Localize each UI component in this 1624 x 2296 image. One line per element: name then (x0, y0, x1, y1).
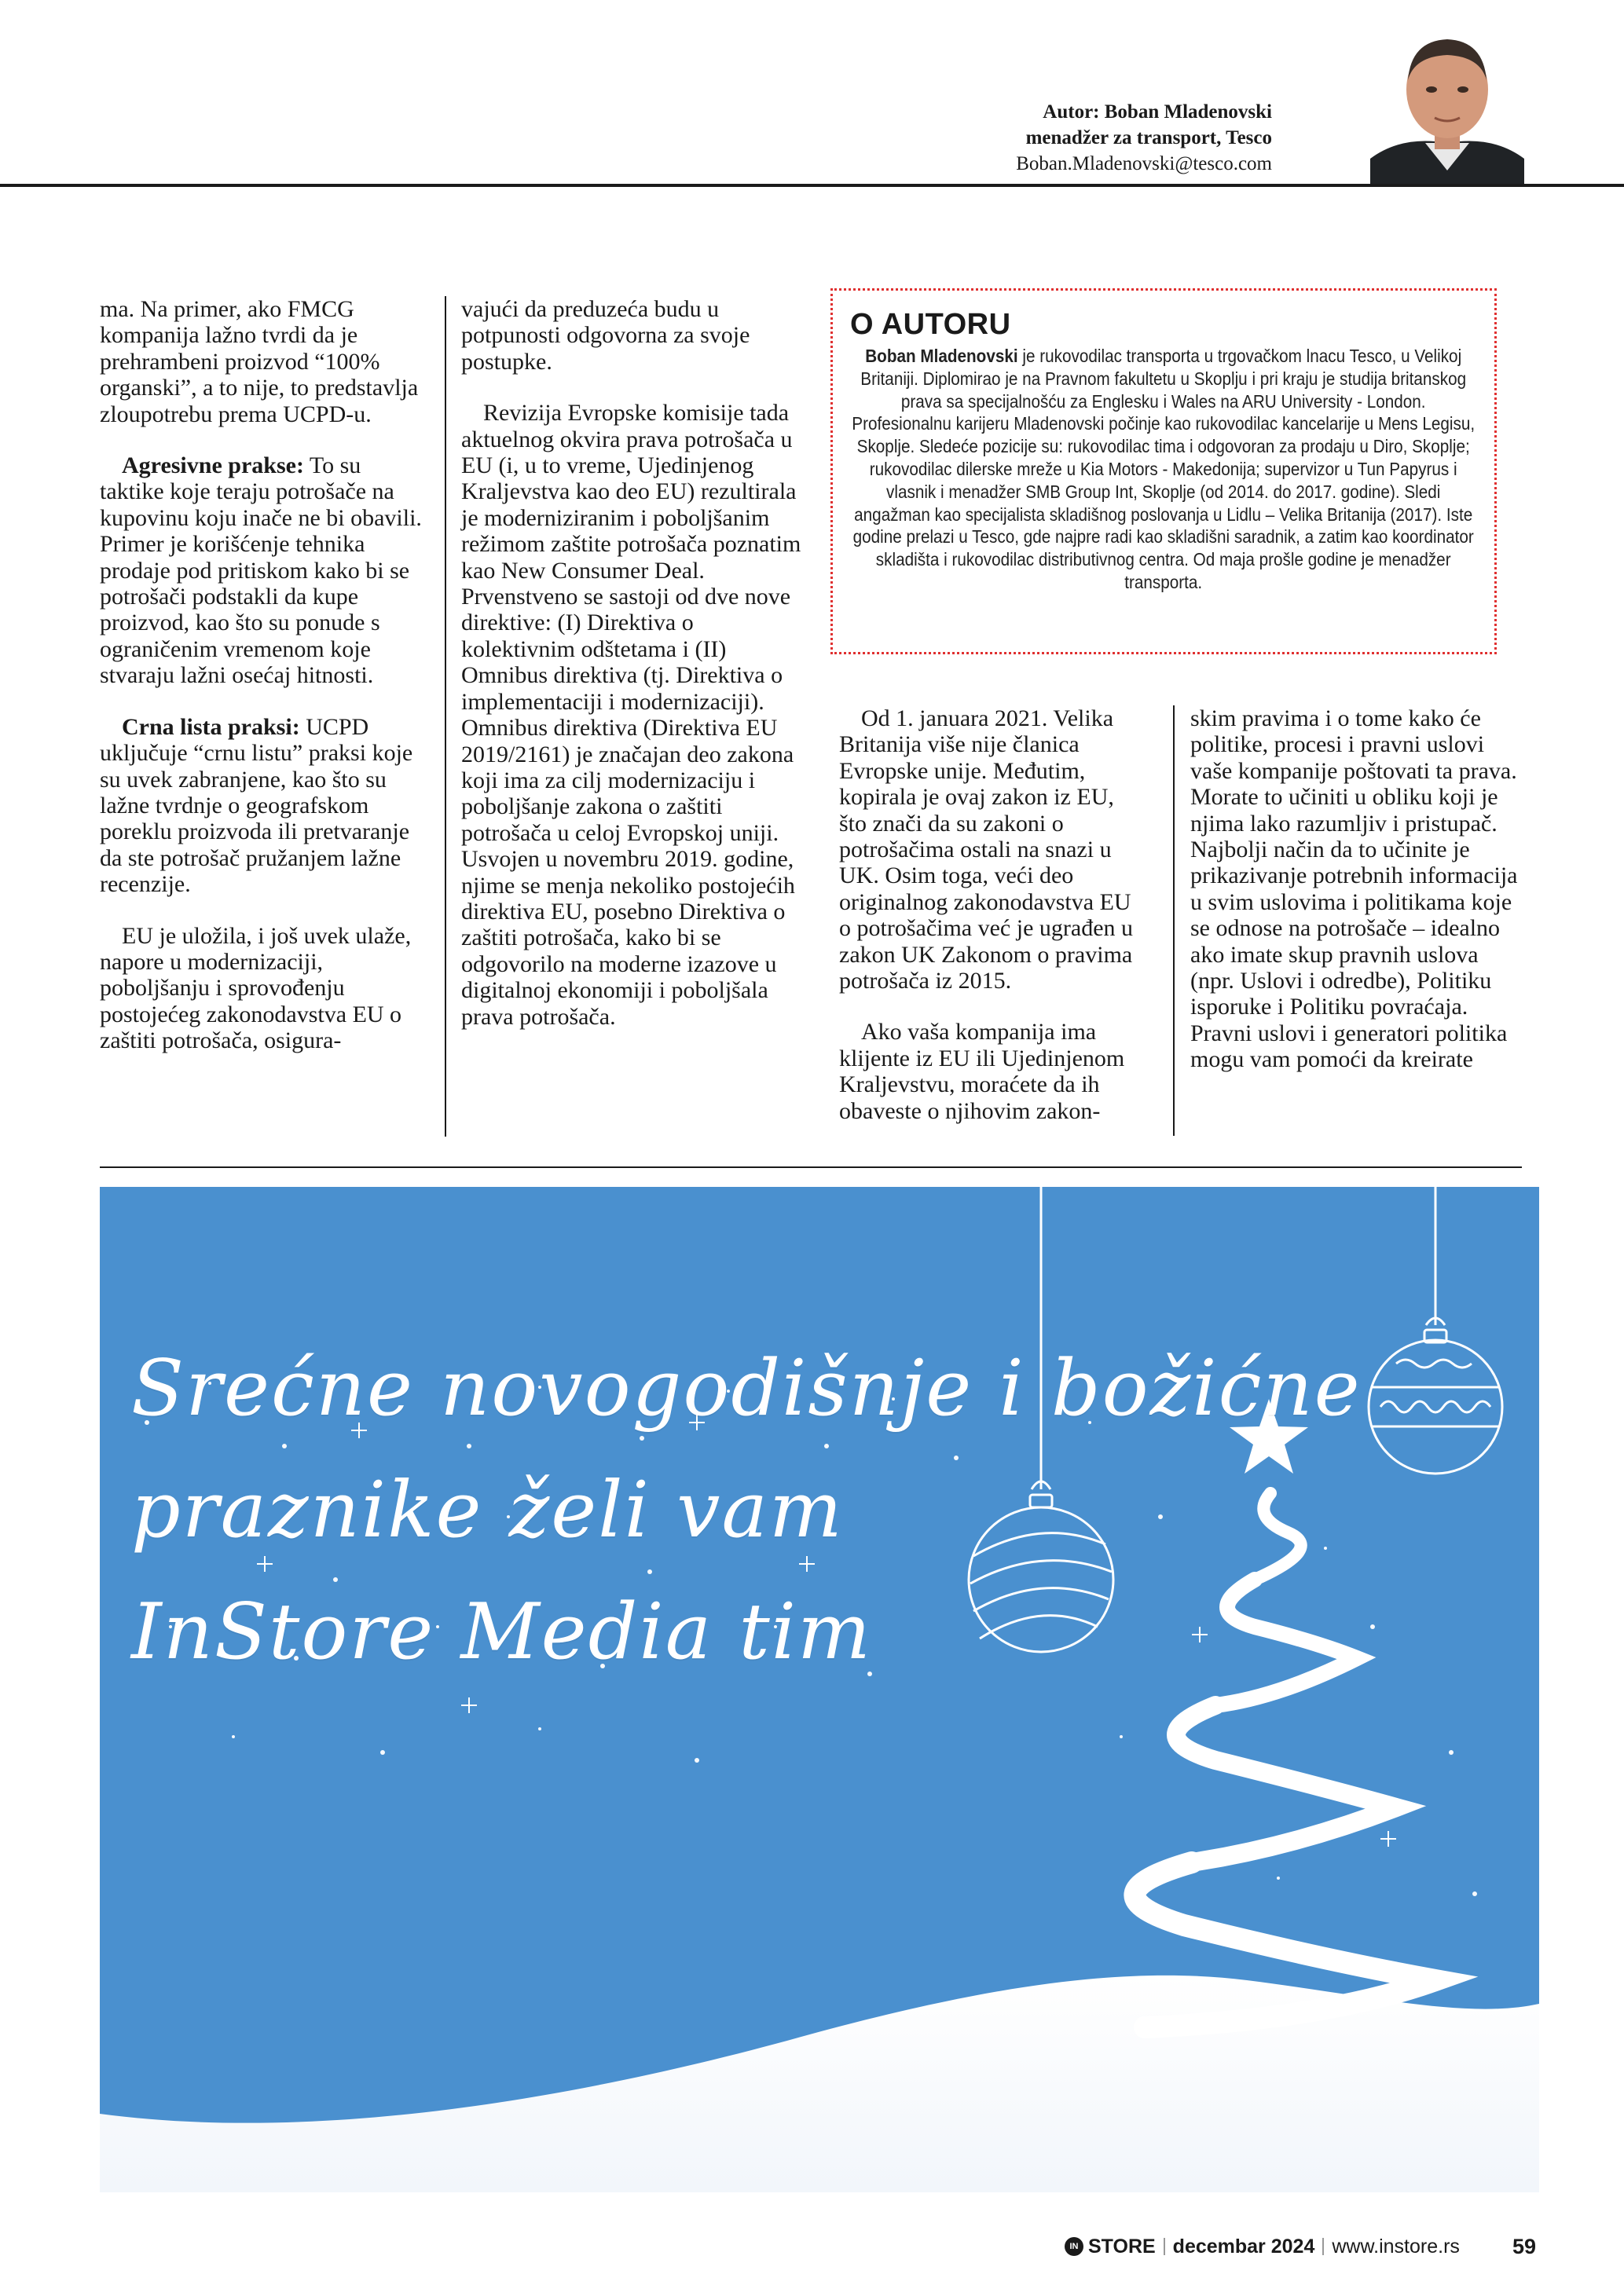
about-text (850, 345, 1476, 594)
about-name: Boban Mladenovski (865, 346, 1018, 366)
paragraph (100, 714, 430, 898)
section-rule (100, 1166, 1522, 1168)
greeting-line-1: Srećne novogodišnje i božićne (131, 1344, 1362, 1434)
paragraph: vajući da preduzeća budu u potpunosti odgovorna za svoje postupke. (461, 296, 750, 375)
author-photo (1370, 25, 1524, 187)
column-divider (1173, 705, 1175, 1136)
author-role-line: menadžer za transport, Tesco (1025, 127, 1272, 148)
tree-icon (1135, 1493, 1435, 2027)
article-column-1 (100, 296, 430, 1079)
author-byline (1016, 99, 1272, 177)
header-rule (0, 184, 1624, 187)
about-title: O AUTORU (850, 308, 1011, 341)
paragraph: Od 1. januara 2021. Velika Britanija više nije članica Evropske unije. Međutim, kopirala je ovaj zakon iz EU, što znači da su zakoni o potrošačima ostali na snazi u UK. Osim toga, veći deo originalnog zakonodavstva EU o potrošačima već je ugrađen u zakon UK Zakonom o pravima potrošača iz 2015. (839, 705, 1134, 994)
paragraph-text: To su taktike koje teraju potrošače na kupovinu koju inače ne bi obavili. Primer je korišćenje tehnika prodaje pod pritiskom kako bi se potrošači podstakli da kupe proizvod, kao što su ponude s ograničenim vremenom koje stvaraju lažni osećaj hitnosti. (100, 452, 422, 689)
greeting-line-2: praznike želi vam (131, 1466, 844, 1555)
footer-separator (1164, 2238, 1165, 2255)
paragraph: ma. Na primer, ako FMCG kompanija lažno tvrdi da je prehrambeni proizvod “100% organski”, a to nije, to predstavlja zloupotrebu prema UCPD-u. (100, 296, 419, 427)
footer-logo (1065, 2236, 1156, 2258)
article-column-4 (1190, 705, 1523, 1098)
page-number: 59 (1512, 2234, 1536, 2258)
about-author-box (830, 288, 1497, 654)
column-divider (445, 296, 446, 1137)
footer-site: www.instore.rs (1332, 2235, 1460, 2258)
ornament-left-icon (969, 1481, 1113, 1652)
footer-logo-text: STORE (1088, 2235, 1156, 2258)
greeting-line-3: InStore Media tim (131, 1587, 872, 1677)
paragraph: EU je uložila, i još uvek ulaže, napore u modernizaciji, poboljšanju i sprovođenju postojećeg zakonodavstva EU o zaštiti potrošača, osigura- (100, 922, 412, 1054)
author-name-line: Autor: Boban Mladenovski (1043, 101, 1272, 123)
paragraph: skim pravima i o tome kako će politike, procesi i pravni uslovi vaše kompanije poštovati ta prava. Morate to učiniti u obliku koji je njima lako razumljiv i pristupač. Najbolji način da to učinite je prikazivanje potrebnih informacija u svim uslovima i politikama koje se odnose na potrošače – idealno ako imate skup pravnih uslova (npr. Uslovi i odredbe), Politiku isporuke i Politiku povraćaja. Pravni uslovi i generatori politika mogu vam pomoći da kreirate (1190, 705, 1518, 1073)
footer-issue: decembar 2024 (1172, 2235, 1315, 2258)
article-column-2 (461, 296, 801, 1055)
author-email: Boban.Mladenovski@tesco.com (1016, 153, 1272, 174)
paragraph: Revizija Evropske komisije tada aktuelnog okvira prava potrošača u EU (i, u to vreme, Ujedinjenog Kraljevstva kao deo EU) rezultirala je moderniziranim i poboljšanim režimom zaštite potrošača poznatim kao New Consumer Deal. Prvenstveno se sastoji od dve nove direktive: (I) Direktiva o kolektivnim odštetama i (II) Omnibus direktiva (tj. Direktiva o implementaciji i modernizaciji). Omnibus direktiva (Direktiva EU 2019/2161) je značajan deo zakona koji ima za cilj modernizaciju i poboljšanje zakona o zaštiti potrošača u celoj Evropskoj uniji. Usvojen u novembru 2019. godine, njime se menja nekoliko postojećih direktiva EU, posebno Direktiva o zaštiti potrošača, kako bi se odgovorilo na moderne izazove u digitalnoj ekonomiji i poboljšala prava potrošača. (461, 400, 801, 1030)
instore-logo-icon: IN (1065, 2237, 1083, 2256)
paragraph (100, 452, 430, 689)
about-bio: je rukovodilac transporta u trgovačkom lnacu Tesco, u Velikoj Britaniji. Diplomirao je na Pravnom fakultetu u Skoplju i pri kraju je studija britanskog prava sa specijalnošću za Englesku i Wales na ARU University - London. Profesionalnu karijeru Mladenovski počinje kao rukovodilac kancelarije u Mens Legisu, Skoplje. Sledeće pozicije su: rukovodilac tima i odgovoran za prodaju u Diro, Skoplje; rukovodilac dilerske mreže u Kia Motors - Makedonija; supervizor u Tun Papyrus i vlasnik i menadžer SMB Group Int, Skoplje (od 2014. do 2017. godine). Sledi angažman kao specijalista skladišnog poslovanja u Lidlu – Velika Britanija (2017). Iste godine prelazi u Tesco, gde najpre radi kao skladišni saradnik, a zatim kao koordinator skladišta i rukovodilac distributivnog centra. Od maja prošle godine je menadžer transporta. (852, 346, 1476, 592)
footer-separator (1322, 2238, 1324, 2255)
holiday-banner (100, 1187, 1539, 2192)
page-footer (1065, 2231, 1536, 2262)
lead-term: Agresivne prakse: (122, 452, 304, 479)
ornament-right-icon (1369, 1318, 1502, 1474)
banner-decoration (100, 1187, 1539, 2192)
lead-term: Crna lista praksi: (122, 713, 300, 740)
paragraph-text: UCPD uključuje “crnu listu” praksi koje su uvek zabranjene, kao što su lažne tvrdnje o geografskom poreklu proizvoda ili pretvaranje da ste potrošač pružanjem lažne recenzije. (100, 713, 413, 898)
paragraph: Ako vaša kompanija ima klijente iz EU ili Ujedinjenom Kraljevstvu, moraćete da ih obaveste o njihovim zakon- (839, 1019, 1125, 1124)
article-column-3 (839, 705, 1142, 1149)
